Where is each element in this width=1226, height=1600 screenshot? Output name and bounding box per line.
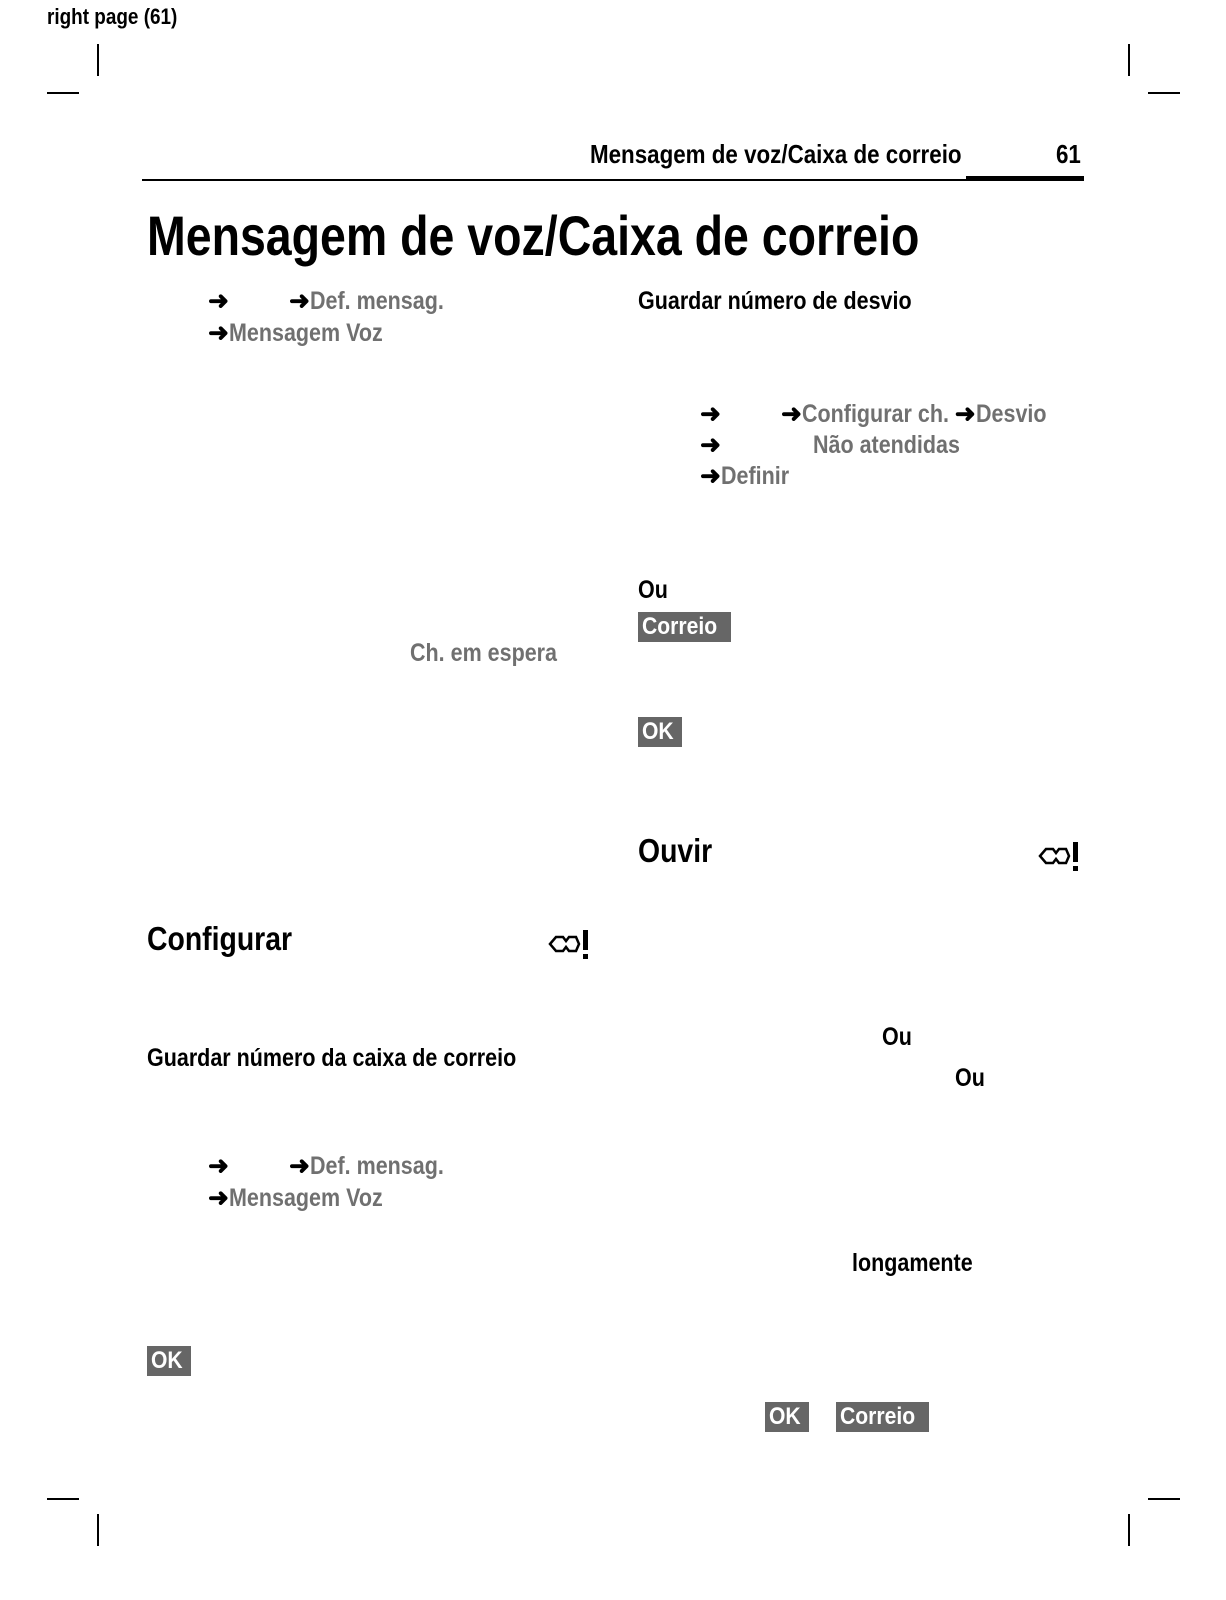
crop-mark — [97, 44, 99, 76]
running-title: Mensagem de voz/Caixa de correio — [590, 139, 962, 169]
voicemail-service-icon — [1036, 838, 1082, 874]
arrow-icon: ➜ — [208, 319, 229, 347]
or-label: Ou — [638, 576, 668, 604]
arrow-icon: ➜ — [208, 1184, 229, 1212]
arrow-icon: ➜ — [700, 431, 721, 459]
section-heading-save-mailbox: Guardar número da caixa de correio — [147, 1044, 517, 1072]
arrow-icon: ➜ — [208, 1152, 229, 1180]
page-number: 61 — [1056, 139, 1081, 169]
voicemail-service-icon — [546, 926, 592, 962]
correio-softkey: Correio — [638, 612, 731, 642]
long-press-label: longamente — [852, 1249, 973, 1277]
arrow-icon: ➜ — [288, 1152, 310, 1180]
header-rule-thick — [966, 176, 1084, 181]
arrow-icon: ➜ — [288, 287, 310, 315]
arrow-icon: ➜ — [700, 400, 721, 428]
menu-path — [700, 399, 1058, 492]
crop-mark — [47, 92, 79, 94]
section-heading-configurar: Configurar — [147, 920, 293, 957]
ok-softkey: OK — [638, 717, 682, 747]
menu-item: Configurar ch. — [801, 400, 949, 428]
header-rule — [142, 179, 1084, 181]
ok-softkey: OK — [765, 1402, 809, 1432]
section-heading-save-forward: Guardar número de desvio — [638, 287, 912, 315]
page-label: right page (61) — [47, 4, 178, 29]
crop-mark — [1148, 1498, 1180, 1500]
or-label: Ou — [882, 1023, 912, 1051]
menu-path — [208, 1150, 466, 1214]
menu-item: Def. mensag. — [309, 287, 444, 315]
menu-item: Def. mensag. — [309, 1152, 444, 1180]
section-heading-ouvir: Ouvir — [638, 832, 713, 869]
crop-mark — [97, 1514, 99, 1546]
menu-path — [208, 285, 466, 349]
menu-item: Mensagem Voz — [228, 1184, 383, 1212]
call-waiting-label: Ch. em espera — [410, 639, 557, 667]
crop-mark — [1148, 92, 1180, 94]
menu-item: Desvio — [975, 400, 1047, 428]
crop-mark — [47, 1498, 79, 1500]
or-label: Ou — [955, 1064, 985, 1092]
correio-softkey: Correio — [836, 1402, 929, 1432]
arrow-icon: ➜ — [700, 462, 721, 490]
page-title: Mensagem de voz/Caixa de correio — [147, 204, 920, 267]
arrow-icon: ➜ — [954, 400, 976, 428]
menu-item: Mensagem Voz — [228, 319, 383, 347]
crop-mark — [1128, 44, 1130, 76]
menu-item: Não atendidas — [812, 431, 960, 459]
ok-softkey: OK — [147, 1346, 191, 1376]
arrow-icon: ➜ — [780, 400, 802, 428]
menu-item: Definir — [720, 462, 790, 490]
crop-mark — [1128, 1514, 1130, 1546]
arrow-icon: ➜ — [208, 287, 229, 315]
